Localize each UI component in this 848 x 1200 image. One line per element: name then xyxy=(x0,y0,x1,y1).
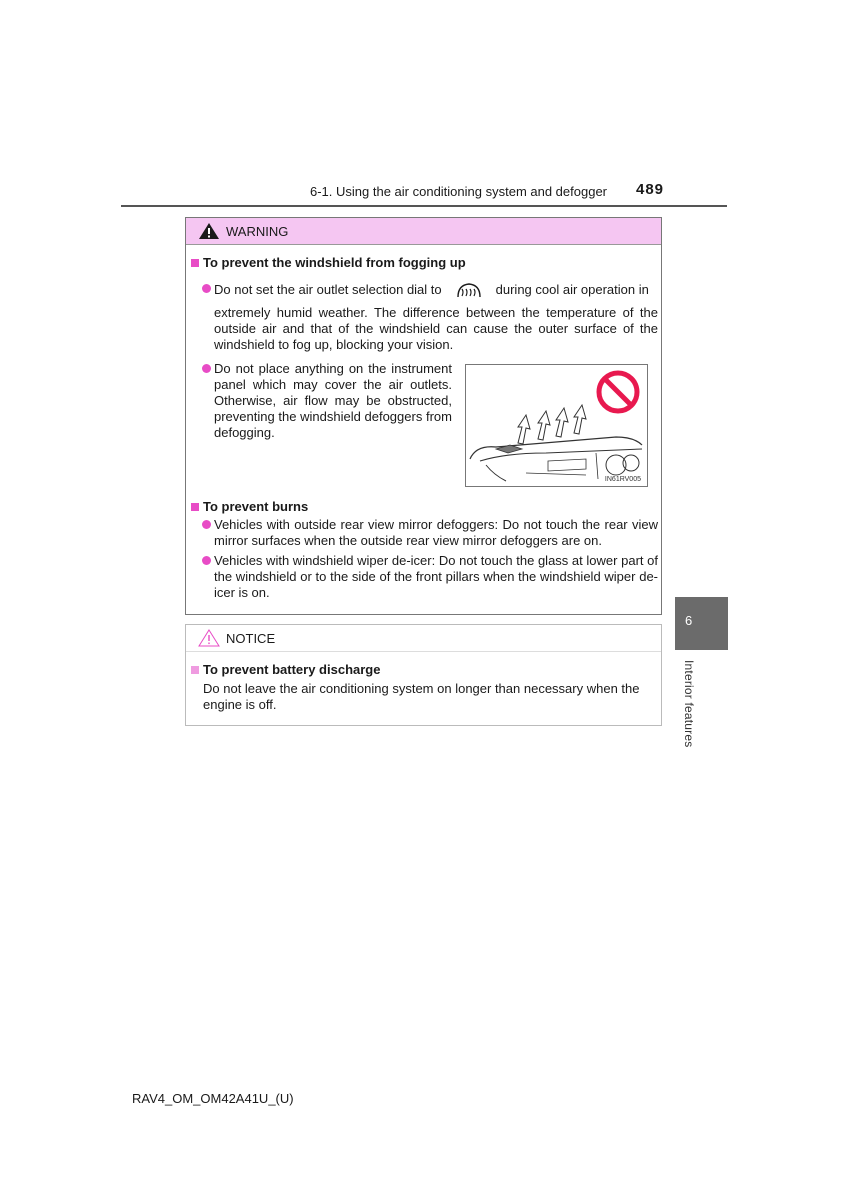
section-title-text: To prevent burns xyxy=(203,499,309,514)
warning-triangle-icon xyxy=(198,222,220,240)
footer-document-code: RAV4_OM_OM42A41U_(U) xyxy=(132,1091,294,1106)
bullet-dot-icon xyxy=(202,556,211,565)
caution-triangle-icon xyxy=(198,629,220,647)
chapter-label: Interior features xyxy=(682,660,696,748)
page-number: 489 xyxy=(636,181,665,198)
notice-header xyxy=(186,625,661,652)
bullet-text: Do not set the air outlet selection dial to xyxy=(214,282,442,297)
warning-box xyxy=(185,217,662,615)
bullet-fogging-2 xyxy=(214,361,452,441)
page-header-title: 6-1. Using the air conditioning system and defogger xyxy=(310,184,608,199)
header-divider xyxy=(121,205,727,207)
bullet-dot-icon xyxy=(202,284,211,293)
warning-header xyxy=(186,218,661,245)
notice-box xyxy=(185,624,662,726)
bullet-dot-icon xyxy=(202,364,211,373)
windshield-defog-icon xyxy=(456,281,482,299)
section-title-fogging xyxy=(191,255,466,270)
section-title-burns xyxy=(191,499,308,514)
illustration-code: IN61RV005 xyxy=(604,476,641,483)
chapter-number: 6 xyxy=(685,613,693,628)
section-title-text: To prevent the windshield from fogging up xyxy=(203,255,466,270)
notice-body: Do not leave the air conditioning system on longer than necessary when the engine is off. xyxy=(203,681,640,712)
notice-label: NOTICE xyxy=(226,630,276,646)
chapter-tab xyxy=(675,597,728,650)
bullet-dot-icon xyxy=(202,520,211,529)
bullet-burns-2 xyxy=(214,553,658,601)
bullet-text: Do not place anything on the instrument panel which may cover the air outlets. Otherwise, air flow may be obstructed, preventing the windshield defoggers from defogging. xyxy=(214,361,452,440)
bullet-text: Vehicles with outside rear view mirror defoggers: Do not touch the rear view mirror surfaces when the outside rear view mirror defoggers are on. xyxy=(214,517,658,548)
square-bullet-icon xyxy=(191,259,199,267)
bullet-fogging-1 xyxy=(214,281,658,299)
square-bullet-icon xyxy=(191,503,199,511)
section-title-battery xyxy=(191,662,380,677)
bullet-text: during cool air operation in xyxy=(495,282,649,297)
section-title-text: To prevent battery discharge xyxy=(203,662,381,677)
bullet-fogging-1-continued: extremely humid weather. The difference between the temperature of the outside air and that of the windshield can cause the outer surface of the windshield to fog up, blocking your vision. xyxy=(214,305,658,352)
dashboard-illustration xyxy=(465,364,648,487)
dashboard-airflow-drawing xyxy=(466,365,647,486)
bullet-text: Vehicles with windshield wiper de-icer: Do not touch the glass at lower part of the windshield or to the side of the front pillars when the windshield wiper de-icer is on. xyxy=(214,553,658,600)
warning-label: WARNING xyxy=(226,223,289,239)
square-bullet-icon xyxy=(191,666,199,674)
bullet-burns-1 xyxy=(214,517,658,549)
